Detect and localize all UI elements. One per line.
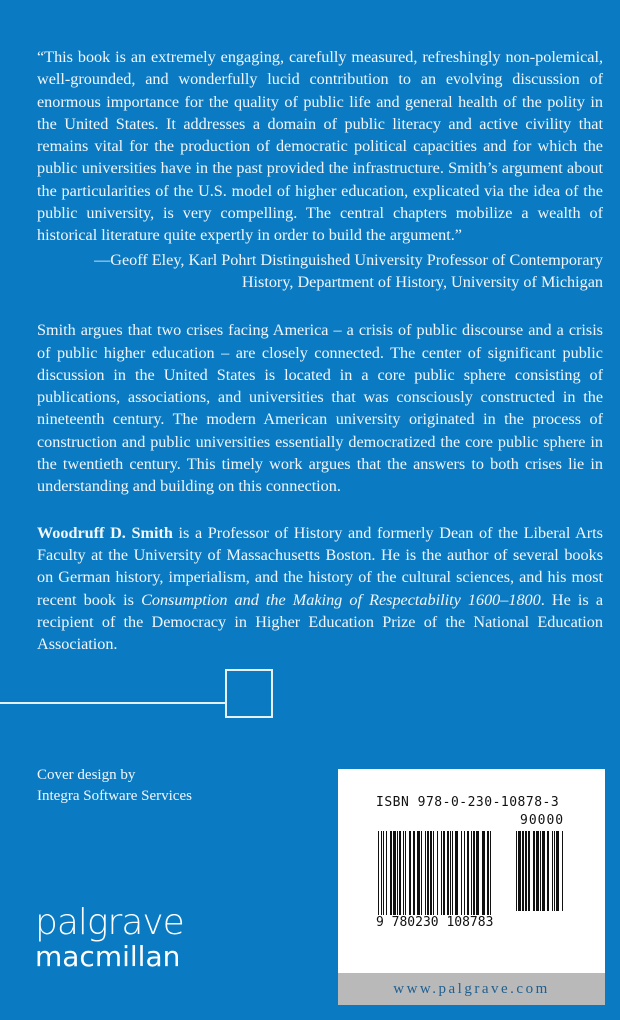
barcode-bar <box>533 831 535 911</box>
text-column <box>37 46 603 655</box>
barcode-bar <box>487 831 489 923</box>
price-addon: 90000 <box>520 813 565 828</box>
barcode-bar <box>522 831 524 911</box>
barcode-bar <box>473 831 475 923</box>
attribution-line: History, Department of History, University of Michigan <box>241 272 603 291</box>
barcode-panel <box>338 769 605 1005</box>
barcode-bar <box>540 831 541 911</box>
barcode-bar <box>427 831 429 923</box>
barcode-bar <box>397 831 398 923</box>
barcode-bar <box>562 831 563 911</box>
barcode-bar <box>443 831 445 923</box>
barcode-bar <box>464 831 465 923</box>
barcode-bar <box>536 831 539 911</box>
barcode-bar <box>467 831 469 923</box>
barcode-bar <box>405 831 406 923</box>
bio-text: . He is a recipient of the Democracy in Higher Education Prize of the National Education Association. <box>37 590 604 654</box>
barcode-bar <box>421 831 422 923</box>
barcode-bar <box>518 831 521 911</box>
barcode-bar <box>437 831 438 923</box>
author-bio <box>37 522 603 656</box>
barcode-bar <box>450 831 451 923</box>
barcode-bar <box>433 831 434 923</box>
barcode-bar <box>409 831 411 923</box>
quote-text: “This book is an extremely engaging, carefully measured, refreshingly non-polemical, well-grounded, and wonderfully lucid contribution to an evolving discussion of enormous importance for the quality of public life and general health of the polity in the United States. It addresses a domain of public literacy and active civility that remains vital for the production of democratic political capacities and for which the public universities have in the past provided the infrastructure. Smith’s argument about the particularities of the U.S. model of higher education, explicated via the idea of the public university, is very compelling. The central chapters mobilize a wealth of historical literature quite expertly in order to build the argument.” <box>37 48 603 245</box>
barcode-bar <box>525 831 527 911</box>
barcode-bar <box>455 831 458 923</box>
website-link[interactable]: www.palgrave.com <box>338 973 605 1005</box>
cover-credit <box>37 765 192 807</box>
barcode-bar <box>381 831 382 923</box>
barcode-bar <box>461 831 462 923</box>
barcode-bar <box>482 831 485 923</box>
barcode-bar <box>528 831 530 911</box>
barcode-bar <box>413 831 415 923</box>
barcode-bar <box>378 831 379 923</box>
barcode-bar <box>399 831 401 923</box>
attribution-line: —Geoff Eley, Karl Pohrt Distinguished University Professor of Contemporary <box>94 250 603 269</box>
quote-attribution <box>37 249 603 294</box>
barcode-bar <box>425 831 426 923</box>
barcode-bar <box>554 831 555 911</box>
barcode-bar <box>542 831 545 911</box>
barcode-bar <box>552 831 553 911</box>
author-name: Woodruff D. Smith <box>37 523 173 542</box>
barcode-bar <box>383 831 384 923</box>
barcode-bar <box>490 831 491 923</box>
barcode-bar <box>476 831 479 923</box>
barcode-bar <box>386 831 387 923</box>
credit-line: Cover design by <box>37 767 136 783</box>
barcode-bar <box>430 831 432 923</box>
isbn-label: ISBN 978-0-230-10878-3 <box>376 795 560 810</box>
barcode-bar <box>547 831 549 911</box>
ean-digits: 9 780230 108783 <box>376 915 494 930</box>
barcode-bar <box>447 831 449 923</box>
bio-text: is a Professor of History and formerly Dean of the Liberal Arts Faculty at the University of Massachusetts Boston. He is the author of several books on German history, imperialism, and the history of the cultural sciences, and his most recent book is <box>37 523 603 609</box>
barcode-bar <box>393 831 396 923</box>
barcode-bar <box>556 831 559 911</box>
logo-palgrave: palgrave <box>35 902 184 943</box>
barcode-bar <box>417 831 420 923</box>
decorative-square <box>225 669 273 718</box>
publisher-logo <box>35 902 184 973</box>
barcode-bar <box>390 831 392 923</box>
logo-macmillan: macmillan <box>35 940 181 973</box>
barcode-bar <box>441 831 442 923</box>
barcode-bar <box>452 831 453 923</box>
credit-line: Integra Software Services <box>37 788 192 804</box>
review-quote <box>37 46 603 247</box>
summary-text: Smith argues that two crises facing America – a crisis of public discourse and a crisis of public higher education – are closely connected. The center of significant public discussion in the United States is located in a core public sphere consisting of publications, associations, and universities that was consciously constructed in the nineteenth century. The modern American university originated in the process of construction and public universities essentially democratized the core public sphere in the twentieth century. This timely work argues that the answers to both crises lie in understanding and building on this connection. <box>37 321 603 496</box>
barcode-bar <box>471 831 472 923</box>
book-title: Consumption and the Making of Respectability 1600–1800 <box>141 590 541 609</box>
barcode-bar <box>516 831 517 911</box>
book-summary <box>37 319 603 497</box>
barcode-bar <box>403 831 404 923</box>
decorative-line <box>0 702 225 704</box>
